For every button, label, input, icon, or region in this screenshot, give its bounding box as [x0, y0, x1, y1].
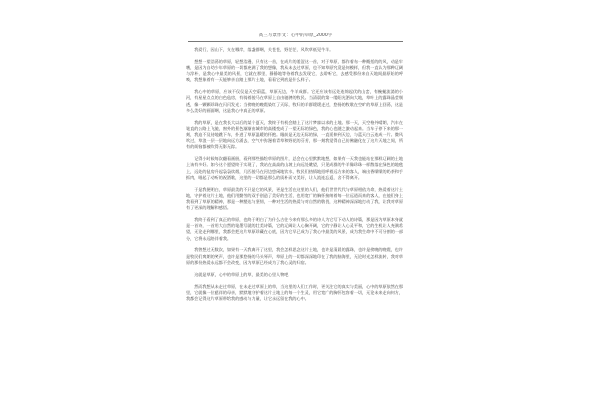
paragraph-5: 记得小时候每次翻看画册，看到那些描绘草原的图片，总会在心里默默地想，如果有一天我也能站在那样辽阔的土地上该有多好。如今这个愿望终于实现了，我站在高高的山坡上向远处眺望，只见成群的牛羊像珍珠一样散落在绿色的地毯上，远处的毡房升起袅袅炊烟，几匹骏马在河边悠闲地饮水，牧民们热情地招呼着远方来的客人，端出香喷喷的奶茶和手抓肉，唱起了动听的祝酒歌，这里的一切都是那么的质朴而又美好，让人流连忘返，舍不得离开。 [186, 156, 403, 180]
document-body [186, 47, 403, 399]
paragraph-1: 我爱行，因山下，支在哪岸，落盏群啊，关苍苍，野茫茫，风吹草低见牛羊。 [194, 47, 334, 52]
paragraph-7: 我终于看到了真正的草原，也终于明白了为什么古往今来有那么多的诗人为它写下动人的诗篇，那是因为草原本身就是一首诗，一首用大自然的笔墨写就的壮美诗篇，它的辽阔让人心胸开阔，它的宁静让人心灵平和，它的生机让人充满希望，无论走到哪里，我都会把这片草原珍藏在心底，因为它早已成为了我心中最美的风景，成为我生命中不可分割的一部分，它将永远陪伴着我。 [186, 217, 403, 241]
paragraph-3: 我心中的草原，应该不仅仅是天空蔚蓝，草原无边，牛羊成群。它还应该有远处连绵起伏的山峦，有蜿蜒流淌的小河，有星星点点的白色毡房，有骑着骏马在草原上自由驰骋的牧民。当清晨的第一缕阳光洒向大地，草叶上的露珠晶莹剔透，像一颗颗珍珠在闪闪发光；当傍晚的晚霞染红了天际，牧归的羊群缓缓走过，悠扬的牧歌在空旷的草原上回荡，这是多么美好的画面啊，这是我心中真正的草原。 [186, 89, 403, 113]
paragraph-8: 我曾想过无数次，如果有一天我离开了这里，我会怎样思念这片土地，也许是清晨的露珠，也许是傍晚的晚霞，也许是牧民们爽朗的笑声，也许是那悠扬的马头琴声，草原上的一切都深深地印在了我的脑海里，无论时光怎样流转，我对草原的那份热爱永远都不会改变，因为草原已经成为了我心灵的归宿。 [186, 247, 403, 265]
paragraph-4: 我的草原，是在我长大以后的某个夏天，我终于有机会踏上了这片梦寐以求的土地。那一天，天空格外晴朗，汽车在笔直的公路上飞驰，窗外的景色渐渐由城市的高楼变成了一望无际的绿色，我的心也随之激动起来。当车子停下来的那一刻，我迫不及待地跳下车，扑进了草原温暖的怀抱。眼前是无边无际的绿，一直延伸到天边，与蓝天白云连成一片。微风吹过，草浪一层一层地向远方涌去，空气中弥漫着青草和野花的芬芳，那一刻我觉得自己仿佛融化在了这片天地之间，所有的烦恼都被吹得无影无踪。 [186, 119, 403, 150]
paragraph-10: 然而我想从未走过草原，在未走过草原上的草，当这里的人们工作时，更关注它的真实与美丽，心中的草原依然在那里，它就像一位慈祥的母亲，默默地守护着这片土地上的每一个生灵，用它宽广的胸怀包容着一切，无论未来走向何方，我都会记得这片草原带给我的感动与力量，让它永远留在我的心中。 [186, 283, 403, 302]
header-rule [188, 41, 403, 42]
paragraph-subheading: 这就是草原，心中的草原上的草，最美的心里人物吧 [194, 271, 289, 277]
paragraph-6: 于是我便明白，草原最美的不只是它的风景，更是生活在这里的人们，他们世世代代与草原相依为命，热爱着这片土地，守护着这片土地，他们用勤劳的双手创造了美好的生活，也用宽广的胸怀接纳着每一位远道而来的客人，在他们身上我看到了草原的精神，那是一种豁达与坚韧，一种对生活的热爱与对自然的敬畏，这种精神深深地打动了我，让我对草原有了更深的理解和感悟。 [186, 186, 403, 211]
paragraph-2: 想想一望浩荡的草原，轻想浩漫，只有这一首，在成片的羞涩这一首，对于草原，都作着布一种概括的的风，动是牢嗜，是因为自幼少年草原的一切都充满了我的想像，我从未去过草原，也不知草原究竟是何模样，但我一直认为那种辽阔与淳朴，是我心中最美的风景，它就在那里，静静地等待着我去发现它，去聆听它，去感受那份来自天地间最原始的呼唤，我想象着有一天能够亲自踏上那片土地，看看它到底是什么样子。 [186, 58, 403, 83]
document-header: 高三写景作文：心中的草原_2000字 [258, 33, 333, 38]
